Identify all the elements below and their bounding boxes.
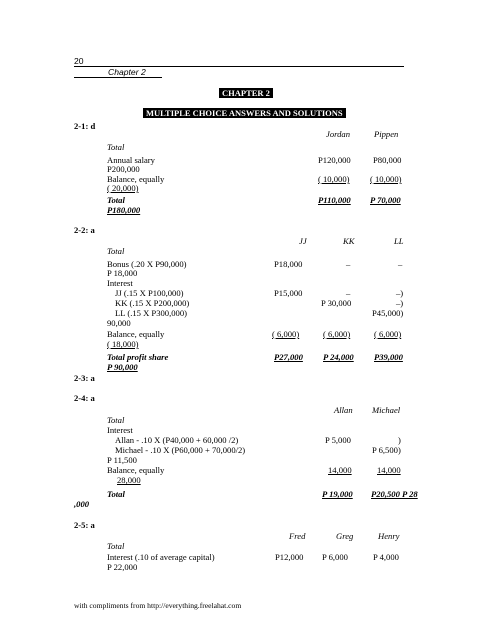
q2-int-kk-kk: P 30,000 — [321, 298, 352, 308]
q4-total-overflow: ,000 — [74, 499, 90, 509]
q4-interest-label: Interest — [107, 425, 133, 435]
q2-grand-total: P 90,000 — [107, 362, 138, 372]
q1-total-header: Total — [107, 142, 125, 152]
q1-total-label: Total — [107, 195, 125, 205]
q2-balance-kk: ( 6,000) — [323, 329, 351, 339]
q4-int-allan-label: Allan - .10 X (P40,000 + 60,000 /2) — [115, 435, 239, 445]
q2-balance-total: ( 18,000) — [107, 339, 139, 349]
q2-label: 2-2: a — [74, 225, 95, 235]
q4-col-michael: Michael — [372, 405, 401, 415]
q2-int-ll-label: LL (.15 X P300,000) — [115, 308, 188, 318]
q1-balance-pippen: ( 10,000) — [370, 174, 402, 184]
q2-bonus-jj: P18,000 — [274, 259, 303, 269]
q1-label: 2-1: d — [74, 121, 96, 131]
q1-total-jordan: P110,000 — [318, 195, 351, 205]
q2-int-jj-kk: – — [346, 288, 351, 298]
q4-int-michael-michael: P 6,500) — [372, 445, 401, 455]
q4-total-header: Total — [107, 415, 125, 425]
section-banner: MULTIPLE CHOICE ANSWERS AND SOLUTIONS — [143, 108, 346, 118]
q2-bonus-kk: – — [346, 259, 351, 269]
q4-balance-label: Balance, equally — [107, 465, 165, 475]
q2-total-kk: P 24,000 — [323, 352, 354, 362]
q4-int-michael-label: Michael - .10 X (P60,000 + 70,000/2) — [115, 445, 246, 455]
q3-label: 2-3: a — [74, 373, 95, 383]
q2-total-ll: P39,000 — [374, 352, 403, 362]
q5-interest-label: Interest (.10 of average capital) — [107, 552, 215, 562]
q2-col-kk: KK — [343, 236, 355, 246]
q1-col-jordan: Jordan — [326, 129, 351, 139]
q2-col-ll: LL — [394, 236, 404, 246]
q1-balance-label: Balance, equally — [107, 174, 165, 184]
q4-balance-allan: 14,000 — [328, 465, 352, 475]
q4-balance-total: 28,000 — [117, 475, 141, 485]
q2-int-total: 90,000 — [107, 318, 131, 328]
q2-bonus-ll: – — [398, 259, 403, 269]
q4-int-total: P 11,500 — [107, 455, 137, 465]
q4-balance-michael: 14,000 — [377, 465, 401, 475]
q2-total-jj: P27,000 — [274, 352, 303, 362]
q2-int-jj-label: JJ (.15 X P100,000) — [115, 288, 184, 298]
q4-int-allan-michael: ) — [398, 435, 401, 445]
q2-total-label: Total profit share — [107, 352, 169, 362]
q2-balance-ll: ( 6,000) — [374, 329, 402, 339]
q4-total-label: Total — [107, 489, 125, 499]
q1-grand-total: P180,000 — [107, 205, 141, 215]
q2-interest-label: Interest — [107, 278, 133, 288]
chapter-label: Chapter 2 — [108, 67, 146, 77]
q5-interest-total: P 22,000 — [107, 562, 138, 572]
q5-total-header: Total — [107, 541, 125, 551]
q4-label: 2-4: a — [74, 393, 95, 403]
q5-interest-henry: P 4,000 — [373, 552, 399, 562]
q5-label: 2-5: a — [74, 520, 95, 530]
q1-salary-label: Annual salary — [107, 155, 155, 165]
q5-interest-greg: P 6,000 — [322, 552, 348, 562]
q2-balance-label: Balance, equally — [107, 329, 165, 339]
q2-bonus-label: Bonus (.20 X P90,000) — [107, 259, 187, 269]
chapter-underline — [74, 77, 162, 78]
q1-balance-jordan: ( 10,000) — [318, 174, 350, 184]
q2-col-jj: JJ — [299, 236, 307, 246]
q1-col-pippen: Pippen — [374, 129, 399, 139]
q4-total-allan: P 19,000 — [322, 489, 353, 499]
q1-salary-total: P200,000 — [107, 164, 140, 174]
q4-col-allan: Allan — [334, 405, 353, 415]
q2-int-jj-ll: –) — [396, 288, 404, 298]
chapter-banner: CHAPTER 2 — [219, 88, 273, 98]
q5-col-greg: Greg — [336, 531, 354, 541]
q2-balance-jj: ( 6,000) — [272, 329, 300, 339]
q1-total-pippen: P 70,000 — [370, 195, 401, 205]
q4-total-michael: P20,500 P 28 — [371, 489, 418, 499]
q2-total-header: Total — [107, 246, 125, 256]
q1-balance-total: ( 20,000) — [107, 183, 139, 193]
q2-int-kk-ll: –) — [396, 298, 404, 308]
q2-int-ll-ll: P45,000) — [372, 308, 404, 318]
q1-salary-pippen: P80,000 — [373, 155, 402, 165]
page-number: 20 — [74, 56, 84, 66]
q4-int-allan-allan: P 5,000 — [325, 435, 351, 445]
q2-bonus-total: P 18,000 — [107, 268, 138, 278]
q2-int-kk-label: KK (.15 X P200,000) — [115, 298, 190, 308]
q5-col-henry: Henry — [378, 531, 400, 541]
q1-salary-jordan: P120,000 — [318, 155, 351, 165]
q5-col-fred: Fred — [289, 531, 306, 541]
footer-text: with compliments from http://everything.freelahat.com — [74, 601, 242, 610]
q2-int-jj-jj: P15,000 — [274, 288, 303, 298]
q5-interest-fred: P12,000 — [275, 552, 304, 562]
